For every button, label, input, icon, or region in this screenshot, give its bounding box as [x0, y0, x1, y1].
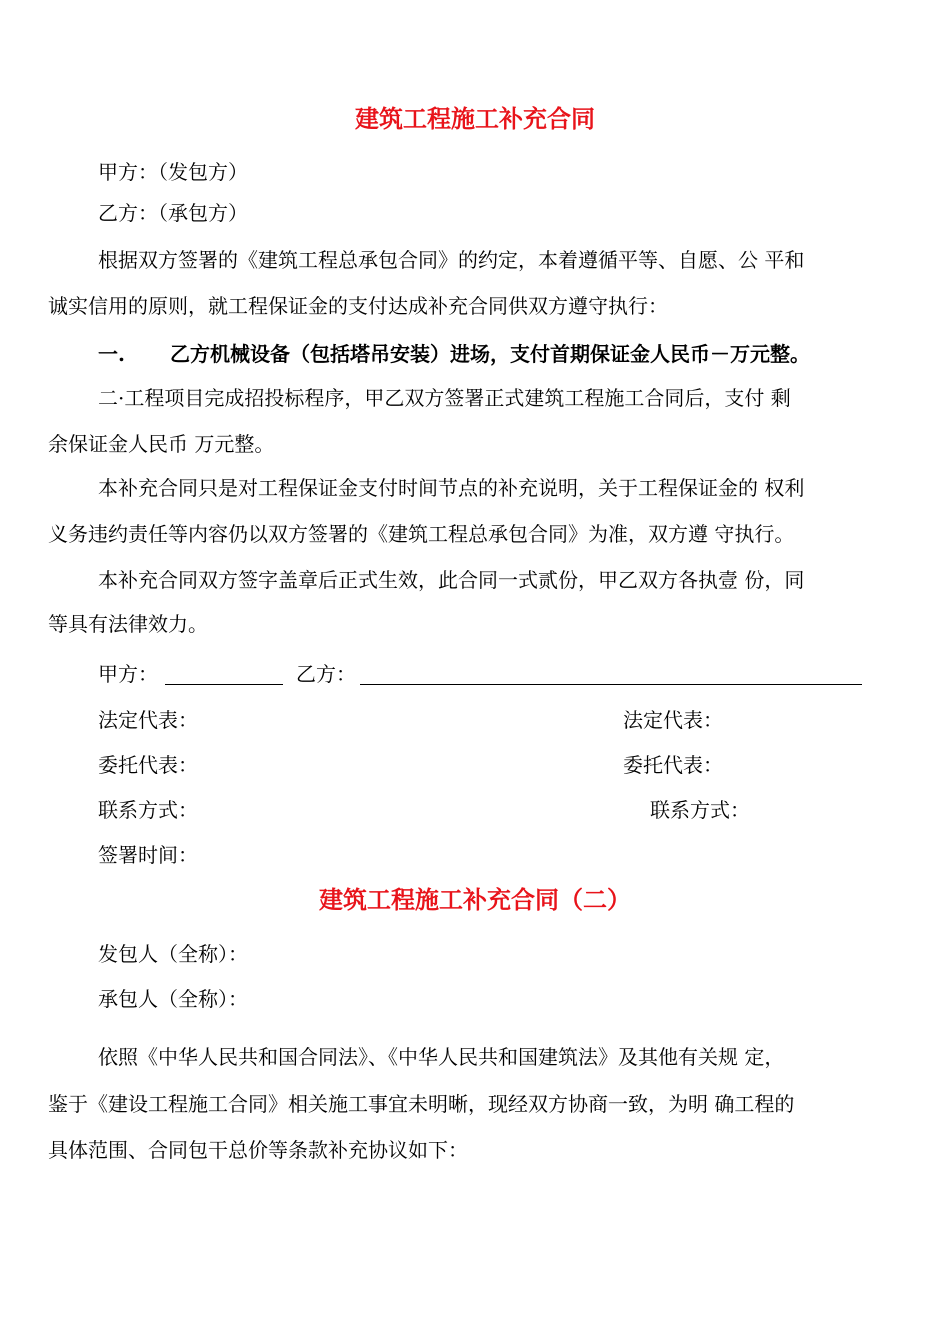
sign-date-label: 签署时间：: [98, 843, 198, 867]
party-b-line: 乙方：（承包方）: [98, 201, 248, 225]
signature-party-b-label: 乙方：: [296, 662, 356, 686]
para-basis-line-1: 依照《中华人民共和国合同法》、《中华人民共和国建筑法》及其他有关规 定，: [98, 1045, 785, 1069]
party-a-line: 甲方：（发包方）: [98, 160, 248, 184]
party-b-signature-line: [360, 684, 862, 685]
agent-a-label: 委托代表：: [98, 753, 198, 777]
contract-title-2: 建筑工程施工补充合同（二）: [319, 885, 631, 914]
contact-b-label: 联系方式：: [650, 798, 750, 822]
para-scope-line-1: 本补充合同只是对工程保证金支付时间节点的补充说明，关于工程保证金的 权利: [98, 476, 805, 500]
employer-line: 发包人（全称）：: [98, 942, 248, 966]
para-basis-line-2: 鉴于《建设工程施工合同》相关施工事宜未明晰，现经双方协商一致，为明 确工程的: [48, 1092, 795, 1116]
contractor-line: 承包人（全称）：: [98, 987, 248, 1011]
contact-a-label: 联系方式：: [98, 798, 198, 822]
clause-2-line-1: 二·工程项目完成招投标程序，甲乙双方签署正式建筑工程施工合同后，支付 剩: [98, 386, 791, 410]
agent-b-label: 委托代表：: [623, 753, 723, 777]
intro-line-2: 诚实信用的原则，就工程保证金的支付达成补充合同供双方遵守执行：: [48, 294, 668, 318]
signature-party-a-label: 甲方：: [98, 662, 158, 686]
legal-rep-a-label: 法定代表：: [98, 708, 198, 732]
para-basis-line-3: 具体范围、合同包干总价等条款补充协议如下：: [48, 1138, 468, 1162]
para-effect-line-1: 本补充合同双方签字盖章后正式生效，此合同一式贰份，甲乙双方各执壹 份，同: [98, 568, 805, 592]
para-scope-line-2: 义务违约责任等内容仍以双方签署的《建筑工程总承包合同》为准，双方遵 守执行。: [48, 522, 795, 546]
party-a-signature-line: [165, 684, 283, 685]
para-effect-line-2: 等具有法律效力。: [48, 612, 208, 636]
clause-1-number: 一.: [98, 342, 125, 366]
intro-line-1: 根据双方签署的《建筑工程总承包合同》的约定，本着遵循平等、自愿、公 平和: [98, 248, 805, 272]
clause-2-line-2: 余保证金人民币 万元整。: [48, 432, 275, 456]
legal-rep-b-label: 法定代表：: [623, 708, 723, 732]
contract-title: 建筑工程施工补充合同: [355, 104, 595, 133]
clause-1-text: 乙方机械设备（包括塔吊安装）进场，支付首期保证金人民币－万元整。: [170, 342, 810, 366]
